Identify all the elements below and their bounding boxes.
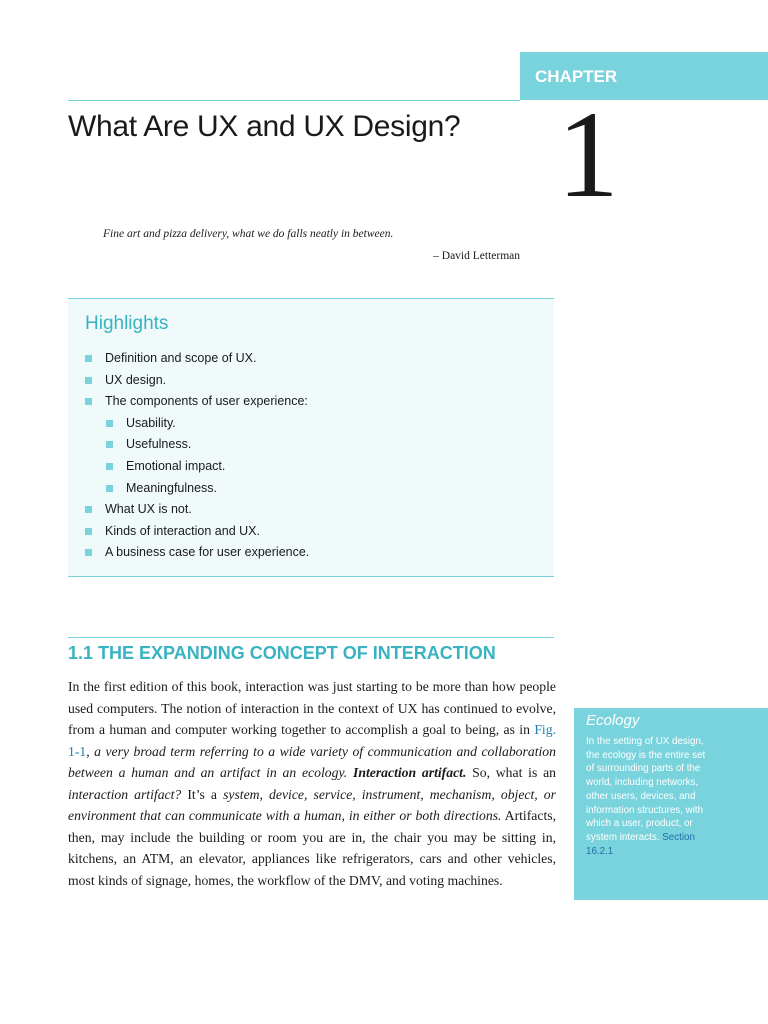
highlight-subitem-label: Emotional impact. bbox=[126, 458, 226, 473]
margin-note-title: Ecology bbox=[586, 712, 640, 729]
body-paragraph bbox=[68, 676, 556, 891]
highlight-item bbox=[85, 348, 309, 370]
highlight-item-label: Definition and scope of UX. bbox=[105, 351, 257, 365]
highlight-item bbox=[85, 521, 309, 543]
body-text-run: So, what is an bbox=[466, 765, 556, 780]
square-bullet-icon bbox=[106, 441, 113, 448]
highlight-subitem bbox=[106, 413, 309, 435]
body-text-run: Artifacts, then, may include the building or room you are in, the chair you may be sitting in, kitchens, an ATM, an elevator, appliances like refrigerators, cars and other vehicles, most kinds of signage, homes, the workflow of the DMV, and voting machines. bbox=[68, 808, 556, 888]
margin-note-text bbox=[586, 735, 712, 858]
highlight-item-label: What UX is not. bbox=[105, 502, 192, 517]
square-bullet-icon bbox=[85, 506, 92, 513]
section-heading: 1.1 THE EXPANDING CONCEPT OF INTERACTION bbox=[68, 643, 496, 663]
highlight-item bbox=[85, 542, 309, 564]
title-divider bbox=[68, 100, 520, 101]
highlight-item bbox=[85, 370, 309, 392]
term-text: interaction artifact? bbox=[68, 786, 182, 802]
definition-text: a very broad term referring to a wide variety of communication and collaboration between a human and an artifact in an ecology. bbox=[68, 743, 556, 780]
ecology-margin-note bbox=[574, 708, 768, 900]
body-text-run: It’s a bbox=[181, 786, 224, 802]
highlight-item-label: UX design. bbox=[105, 372, 167, 387]
highlight-subitem bbox=[106, 456, 309, 478]
margin-note-body: In the setting of UX design, the ecology is the entire set of surrounding parts of the world, including networks, other users, devices, and information structures, with which a user, product, or system interacts. bbox=[586, 736, 706, 843]
highlights-box bbox=[68, 298, 554, 577]
chapter-title: What Are UX and UX Design? bbox=[68, 110, 461, 143]
highlight-item-label: Kinds of interaction and UX. bbox=[105, 523, 260, 538]
square-bullet-icon bbox=[85, 398, 92, 405]
square-bullet-icon bbox=[85, 549, 92, 556]
figure-link[interactable]: Fig. 1-1 bbox=[68, 722, 556, 759]
square-bullet-icon bbox=[85, 355, 92, 362]
highlights-list bbox=[85, 348, 309, 564]
highlight-subitem-label: Usability. bbox=[126, 415, 176, 430]
highlight-subitem-label: Usefulness. bbox=[126, 437, 192, 452]
body-text-run: In the first edition of this book, interaction was just starting to be more than how people used computers. The notion of interaction in the context of UX has continued to evolve, from a human and computer working together to accomplish a goal to being, as in bbox=[68, 679, 556, 737]
epigraph-quote: Fine art and pizza delivery, what we do falls neatly in between. bbox=[103, 228, 394, 240]
highlights-heading: Highlights bbox=[85, 313, 169, 334]
square-bullet-icon bbox=[85, 528, 92, 535]
body-text-run: , bbox=[86, 743, 95, 759]
highlight-subitem-label: Meaningfulness. bbox=[126, 480, 218, 495]
term-label: Interaction artifact. bbox=[353, 765, 467, 780]
highlight-subitem bbox=[106, 434, 309, 456]
highlight-item bbox=[85, 391, 309, 413]
highlight-subitem bbox=[106, 478, 309, 500]
epigraph-author: – David Letterman bbox=[433, 250, 520, 262]
highlight-item-label: The components of user experience: bbox=[105, 394, 308, 409]
square-bullet-icon bbox=[106, 485, 113, 492]
square-bullet-icon bbox=[106, 420, 113, 427]
definition-text: system, device, service, instrument, mechanism, object, or environment that can communicate with a human, in either or both directions. bbox=[68, 786, 556, 823]
highlight-item bbox=[85, 499, 309, 521]
chapter-number: 1 bbox=[557, 86, 619, 223]
highlight-item-label: A business case for user experience. bbox=[105, 545, 310, 560]
chapter-tab: CHAPTER bbox=[520, 52, 768, 100]
section-divider bbox=[68, 637, 554, 638]
square-bullet-icon bbox=[85, 377, 92, 384]
section-link[interactable]: Section 16.2.1 bbox=[586, 831, 695, 857]
square-bullet-icon bbox=[106, 463, 113, 470]
